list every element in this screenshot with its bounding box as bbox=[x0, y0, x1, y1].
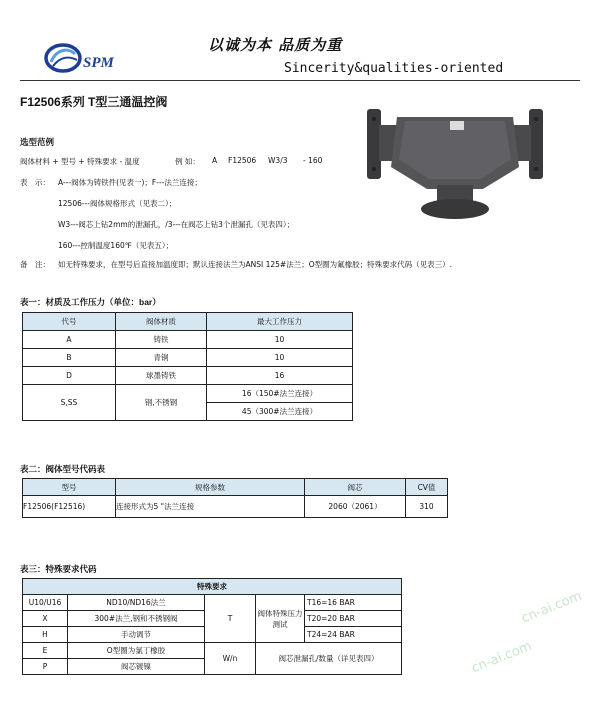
note-text: 如无特殊要求，在型号后直接加温度即；默认连接法兰为ANSI 125#法兰；O型圈为氟橡胶；特殊要求代码（见表三）. bbox=[58, 260, 452, 269]
special-requirement-table bbox=[22, 578, 402, 675]
desc-line: 12506---阀体规格形式（见表二）； bbox=[58, 199, 177, 208]
table-row bbox=[23, 331, 353, 349]
table-cell: 阀芯泄漏孔/数量（详见表四） bbox=[256, 643, 402, 675]
table-cell: 300#法兰,钢和不锈钢阀 bbox=[68, 611, 205, 627]
table-row bbox=[23, 349, 353, 367]
watermark: cn-ai.com bbox=[519, 588, 585, 627]
note-label: 备 注： bbox=[20, 260, 50, 269]
example-value-model: F12506 bbox=[228, 156, 257, 165]
table-row bbox=[23, 643, 402, 659]
table-header: 阀体材质 bbox=[116, 313, 207, 331]
desc-line: W3---阀芯上钻2mm的泄漏孔，/3---在阀芯上钻3个泄漏孔（见表四）； bbox=[58, 220, 295, 229]
table-cell: S,SS bbox=[23, 385, 116, 421]
table-header: 特殊要求 bbox=[23, 579, 402, 595]
spm-logo-icon bbox=[43, 42, 83, 74]
table1-caption: 表一：材质及工作压力（单位：bar） bbox=[20, 297, 161, 307]
table-cell: 10 bbox=[207, 331, 353, 349]
desc-line: 160---控制温度160℉（见表五）； bbox=[58, 241, 174, 250]
example-value-material: A bbox=[212, 156, 218, 165]
table-row bbox=[23, 595, 402, 611]
motto-english: Sincerity&qualities-oriented bbox=[284, 61, 504, 76]
table-cell: T bbox=[205, 595, 256, 643]
desc-line: A---阀体为铸铁件(见表一)；F---法兰连接； bbox=[58, 178, 202, 187]
table-row bbox=[23, 367, 353, 385]
table-cell: D bbox=[23, 367, 116, 385]
table-cell: T16=16 BAR bbox=[305, 595, 402, 611]
table-header: 型号 bbox=[23, 479, 116, 496]
table-cell: T24=24 BAR bbox=[305, 627, 402, 643]
table-cell: 青铜 bbox=[116, 349, 207, 367]
table-cell: 阀芯镀镍 bbox=[68, 659, 205, 675]
table-cell: O型圈为氯丁橡胶 bbox=[68, 643, 205, 659]
table-cell: 手动调节 bbox=[68, 627, 205, 643]
table-cell: ND10/ND16法兰 bbox=[68, 595, 205, 611]
table-row bbox=[23, 496, 448, 518]
table-cell: 球墨铸铁 bbox=[116, 367, 207, 385]
table-cell: 45（300#法兰连接） bbox=[207, 403, 353, 421]
table-cell: 阀体特殊压力测试 bbox=[256, 595, 305, 643]
table-cell: F12506(F12516) bbox=[23, 496, 116, 518]
table-header: 代号 bbox=[23, 313, 116, 331]
table-cell: 钢,不锈钢 bbox=[116, 385, 207, 421]
example-heading: 选型范例 bbox=[20, 137, 55, 147]
table2-caption: 表二：阀体型号代码表 bbox=[20, 464, 106, 474]
table-cell: P bbox=[23, 659, 68, 675]
example-formula: 阀体材料 + 型号 + 特殊要求 - 温度 bbox=[20, 157, 140, 166]
table-cell: H bbox=[23, 627, 68, 643]
table-cell: 连接形式为5 "法兰连接 bbox=[116, 496, 305, 518]
table-cell: X bbox=[23, 611, 68, 627]
material-pressure-table bbox=[22, 312, 353, 421]
page-title: F12506系列 T型三通温控阀 bbox=[20, 95, 168, 109]
table-cell: B bbox=[23, 349, 116, 367]
valve-image bbox=[365, 97, 545, 222]
table3-caption: 表三：特殊要求代码 bbox=[20, 564, 97, 574]
watermark: cn-ai.com bbox=[469, 638, 535, 677]
table-cell: U10/U16 bbox=[23, 595, 68, 611]
table-cell: 16 bbox=[207, 367, 353, 385]
table-cell: 310 bbox=[406, 496, 448, 518]
table-header: 阀芯 bbox=[305, 479, 406, 496]
desc-label: 表 示： bbox=[20, 178, 50, 187]
table-cell: 16（150#法兰连接） bbox=[207, 385, 353, 403]
example-value-temp: - 160 bbox=[303, 156, 323, 165]
example-label: 例 如： bbox=[175, 157, 200, 166]
motto-chinese: 以诚为本 品质为重 bbox=[208, 36, 343, 54]
table-cell: 10 bbox=[207, 349, 353, 367]
table-cell: T20=20 BAR bbox=[305, 611, 402, 627]
table-cell: E bbox=[23, 643, 68, 659]
table-row bbox=[23, 385, 353, 403]
table-header: 最大工作压力 bbox=[207, 313, 353, 331]
table-header: CV值 bbox=[406, 479, 448, 496]
header-divider bbox=[20, 80, 580, 81]
logo-text: SPM bbox=[83, 55, 114, 71]
model-code-table bbox=[22, 478, 448, 518]
table-cell: 2060（2061） bbox=[305, 496, 406, 518]
table-cell: 铸铁 bbox=[116, 331, 207, 349]
table-header: 规格参数 bbox=[116, 479, 305, 496]
table-cell: A bbox=[23, 331, 116, 349]
table-cell: W/n bbox=[205, 643, 256, 675]
example-value-special: W3/3 bbox=[268, 156, 288, 165]
